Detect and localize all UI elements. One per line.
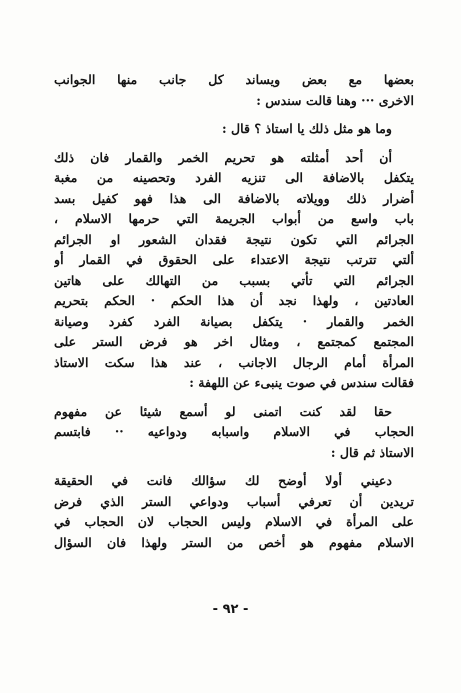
text-line: على المرأة في الاسلام وليس الحجاب لان الحجاب في	[54, 514, 414, 529]
text-line: الاسلام مفهوم هو أخص من الستر ولهذا فان السؤال	[54, 534, 414, 550]
text-line: دعيني أولا أوضح لك سؤالك فانت في الحقيقة	[54, 473, 392, 488]
text-line: الحجاب في الاسلام واسبابه ودواعيه ·· فابتسم	[54, 424, 414, 439]
text-line: الاخرى ··· وهنا قالت سندس :	[256, 92, 414, 108]
text-line: الجرائم التي تكون نتيجة فقدان الشعور او الجرائم	[54, 231, 414, 247]
text-line: يتكفل بالاضافة الى تنزيه الفرد وتحصينه من مغبة	[54, 170, 414, 185]
text-line: أن أحد أمثلته هو تحريم الخمر والقمار فان ذلك	[54, 149, 392, 165]
body-text	[54, 70, 414, 553]
text-line: الجرائم التي تأتي بسبب من التهالك على هاتين	[54, 272, 414, 288]
text-line: وما هو مثل ذلك يا استاذ ؟ قال :	[221, 121, 392, 136]
text-line: تريدين أن تعرفي أسباب ودواعي الستر الذي فرض	[54, 493, 414, 509]
text-line: الخمر والقمار · يتكفل بصيانة الفرد كفرد وصيانة	[54, 313, 414, 329]
text-line: المجتمع كمجتمع ، ومثال اخر هو فرض الستر على	[54, 334, 414, 349]
text-line: باب واسع من أبواب الجريمة التي حرمها الاسلام ،	[54, 211, 414, 226]
text-line: أضرار ذلك وويلاته بالاضافة الى هذا فهو كفيل بسد	[54, 190, 414, 206]
text-line: الاستاذ ثم قال :	[330, 444, 414, 460]
text-line: العادتين ، ولهذا نجد أن هذا الحكم · الحكم بتحريم	[54, 293, 414, 308]
text-line: بعضها مع بعض ويساند كل جانب منها الجوانب	[54, 72, 414, 87]
page-number: - ٩٢ -	[212, 602, 249, 617]
text-line: فقالت سندس في صوت ينبىء عن اللهفة :	[189, 375, 414, 390]
text-line: المرأة أمام الرجال الاجانب ، عند هذا سكت الاستاذ	[54, 354, 414, 370]
text-line: حقا لقد كنت اتمنى لو أسمع شيئا عن مفهوم	[54, 403, 392, 419]
text-line: ألتي تترتب نتيجة الاعتداء على الحقوق في القمار أو	[54, 252, 414, 267]
